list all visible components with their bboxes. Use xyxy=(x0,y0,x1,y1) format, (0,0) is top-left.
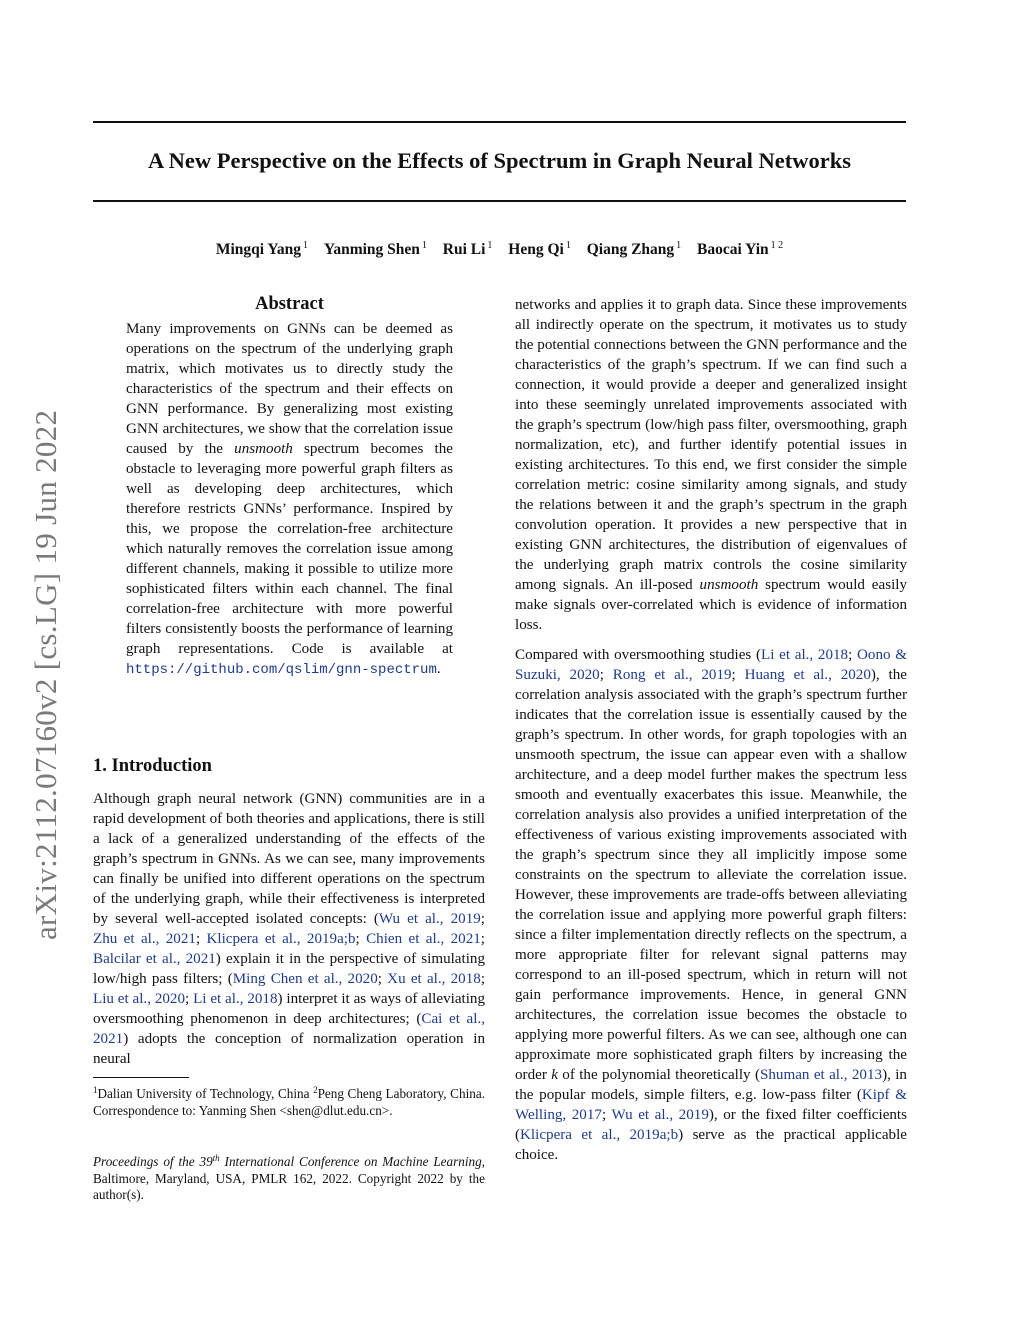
citation-link[interactable]: Cai et al., 2021 xyxy=(93,1011,485,1047)
citation-link[interactable]: Zhu et al., 2021 xyxy=(93,931,196,947)
author: Baocai Yin $^{1 2}$ xyxy=(697,240,784,258)
citation-link[interactable]: Liu et al., 2020 xyxy=(93,991,186,1007)
right-column-paragraph-2: Compared with oversmoothing studies (Li et al., 2018; Oono & Suzuki, 2020; Rong et al., 2019; Huang et al., 2020), the correlation analysis associated with the graph’s spectrum further indicates that the correlation issue is essentially caused by the graph’s spectrum. In other words, for graph topologies with an unsmooth spectrum, the issue can appear even with a shallow architecture, and a deep model further makes the spectrum less smooth and eventually exacerbates this issue. Meanwhile, the correlation analysis also provides a unified interpretation of the effectiveness of various existing improvements associated with the graph’s spectrum since they all implicitly impose some constraints on the spectrum to alleviate the correlation issue. However, these improvements are trade-offs between alleviating the correlation issue and applying more powerful graph filters: since a filter implementation directly reflects on the spectrum, a more appropriate filter for relevant signal patterns may correspond to an ill-posed spectrum, which in return will not gain performance improvements. Hence, in general GNN architectures, the correlation issue becomes the obstacle to applying more powerful filters. As we can see, although one can approximate more sophisticated graph filters by increasing the order k of the polynomial theoretically (Shuman et al., 2013), in the popular models, simple filters, e.g. low-pass filter (Kipf & Welling, 2017; Wu et al., 2019), or the fixed filter coefficients (Klicpera et al., 2019a;b) serve as the practical applicable choice. xyxy=(515,647,908,1163)
citation-link[interactable]: Wu et al., 2019 xyxy=(378,911,481,927)
section-heading-introduction: 1. Introduction xyxy=(93,756,212,776)
footnote-rule xyxy=(93,1077,189,1078)
citation-link[interactable]: Oono & Suzuki, 2020 xyxy=(515,647,908,683)
intro-paragraph: Although graph neural network (GNN) communities are in a rapid development of both theories and applications, there is still a lack of a generalized understanding of the effects of the graph’s spectrum in GNNs. As we can see, many improvements can finally be unified into different operations on the spectrum of the underlying graph, while their effectiveness is interpreted by several well-accepted isolated concepts: (Wu et al., 2019; Zhu et al., 2021; Klicpera et al., 2019a;b; Chien et al., 2021; Balcilar et al., 2021) explain it in the perspective of simulating low/high pass filters; (Ming Chen et al., 2020; Xu et al., 2018; Liu et al., 2020; Li et al., 2018) interpret it as ways of alleviating oversmoothing phenomenon in deep architectures; (Cai et al., 2021) adopts the conception of normalization operation in neural xyxy=(93,791,486,1067)
citation-link[interactable]: Klicpera et al., 2019a;b xyxy=(206,931,356,947)
title-bottom-rule xyxy=(93,200,906,202)
citation-link[interactable]: Huang et al., 2020 xyxy=(744,667,871,683)
citation-link[interactable]: Ming Chen et al., 2020 xyxy=(232,971,378,987)
citation-link[interactable]: Wu et al., 2019 xyxy=(611,1107,709,1123)
citation-link[interactable]: Shuman et al., 2013 xyxy=(759,1067,883,1083)
citation-link[interactable]: Li et al., 2018 xyxy=(761,647,849,663)
abstract-heading: Abstract xyxy=(255,294,324,314)
author: Yanming Shen $^1$ xyxy=(323,240,427,258)
citation-link[interactable]: Xu et al., 2018 xyxy=(387,971,481,987)
author: Rui Li $^1$ xyxy=(442,240,493,258)
paper-title: A New Perspective on the Effects of Spectrum in Graph Neural Networks xyxy=(147,148,851,173)
citation-link[interactable]: Balcilar et al., 2021 xyxy=(93,951,216,967)
citation-link[interactable]: Kipf & Welling, 2017 xyxy=(515,1087,907,1123)
citation-link[interactable]: Li et al., 2018 xyxy=(193,991,278,1007)
proceedings-note: Proceedings of the 39th International Conference on Machine Learning, Baltimore, Maryland, USA, PMLR 162, 2022. Copyright 2022 by the author(s). xyxy=(93,1153,485,1202)
affiliation-footnote: $^1$Dalian University of Technology, China $^2$Peng Cheng Laboratory, China. Correspondence to: Yanming Shen <shen@dlut.edu.cn>. xyxy=(93,1085,485,1118)
author-list xyxy=(93,236,906,260)
top-rule xyxy=(93,121,906,123)
author: Heng Qi $^1$ xyxy=(508,240,571,258)
code-link[interactable]: https://github.com/qslim/gnn-spectrum xyxy=(126,662,437,678)
right-column-paragraph-1: networks and applies it to graph data. Since these improvements all indirectly operate on the spectrum, it motivates us to study the potential connections between the GNN performance and the characteristics of the graph’s spectrum. If we can find such a connection, it would provide a deeper and generalized insight into these seemingly unrelated improvements associated with the graph’s spectrum (low/high pass filter, oversmoothing, graph normalization, etc), and further identify potential issues in existing architectures. To this end, we first consider the simple correlation metric: cosine similarity among signals, and study the relations between it and the graph’s spectrum in the graph convolution operation. It provides a new perspective that in existing GNN architectures, the distribution of eigenvalues of the underlying graph matrix controls the cosine similarity among signals. An ill-posed unsmooth spectrum would easily make signals over-correlated which is evidence of information loss. xyxy=(515,297,908,633)
author: Mingqi Yang $^1$ xyxy=(215,240,308,258)
citation-link[interactable]: Rong et al., 2019 xyxy=(612,667,732,683)
citation-link[interactable]: Klicpera et al., 2019a;b xyxy=(520,1127,679,1143)
citation-link[interactable]: Chien et al., 2021 xyxy=(366,931,481,947)
author: Qiang Zhang $^1$ xyxy=(586,240,682,258)
abstract-body: Many improvements on GNNs can be deemed as operations on the spectrum of the underlying graph matrix, which motivates us to directly study the characteristics of the spectrum and their effects on GNN performance. By generalizing most existing GNN architectures, we show that the correlation issue caused by the unsmooth spectrum becomes the obstacle to leveraging more powerful graph filters as well as developing deep architectures, which therefore restricts GNNs’ performance. Inspired by this, we propose the correlation-free architecture which naturally removes the correlation issue among different channels, making it possible to utilize more sophisticated filters within each channel. The final correlation-free architecture with more powerful filters consistently boosts the performance of learning graph representations. Code is available at https://github.com/qslim/gnn-spectrum. xyxy=(126,321,453,678)
arxiv-identifier[interactable]: arXiv:2112.07160v2 [cs.LG] 19 Jun 2022 xyxy=(28,409,63,940)
